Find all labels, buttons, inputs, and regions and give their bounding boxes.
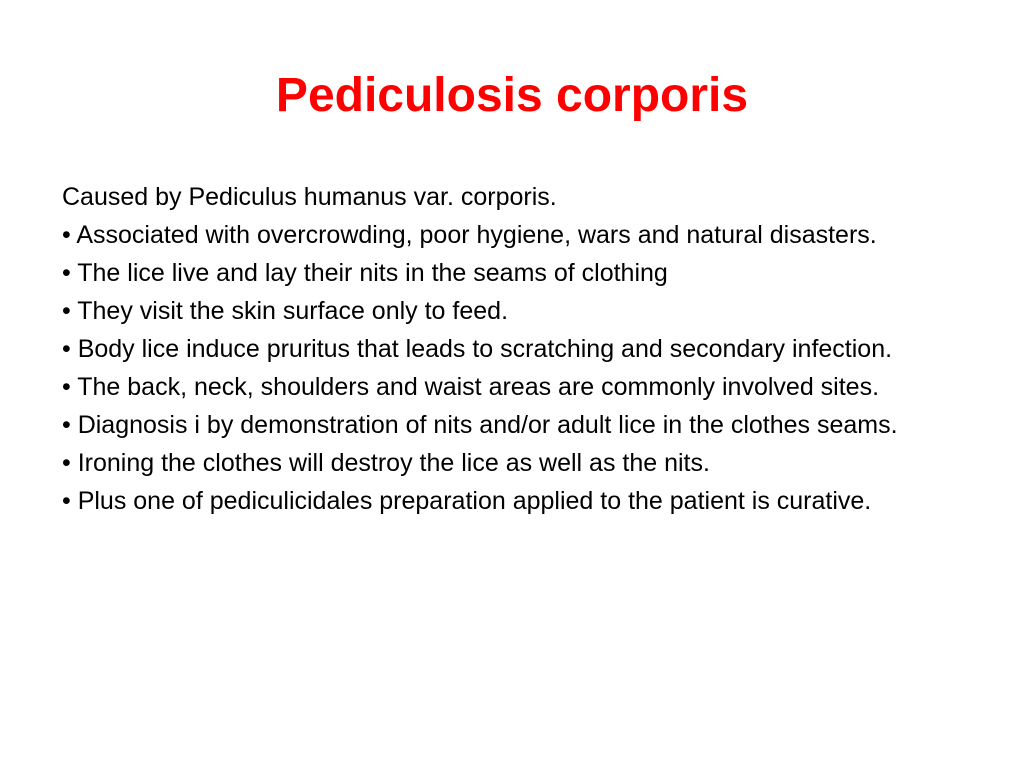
body-line-pruritus: • Body lice induce pruritus that leads to scratching and secondary infection. bbox=[62, 335, 893, 363]
body-line-treatment: • Plus one of pediculicidales preparation applied to the patient is curative. bbox=[62, 487, 872, 515]
body-line-association: • Associated with overcrowding, poor hygiene, wars and natural disasters. bbox=[62, 221, 877, 249]
body-line-nits: • The lice live and lay their nits in the seams of clothing bbox=[62, 259, 668, 287]
body-line-sites: • The back, neck, shoulders and waist areas are commonly involved sites. bbox=[62, 373, 880, 401]
body-line-feeding: • They visit the skin surface only to feed. bbox=[62, 297, 509, 325]
body-line-cause: Caused by Pediculus humanus var. corporis. bbox=[62, 183, 557, 211]
body-line-diagnosis: • Diagnosis i by demonstration of nits and/or adult lice in the clothes seams. bbox=[62, 411, 898, 439]
slide-title: Pediculosis corporis bbox=[275, 69, 749, 122]
slide-body bbox=[62, 182, 962, 524]
body-line-ironing: • Ironing the clothes will destroy the lice as well as the nits. bbox=[62, 449, 710, 477]
